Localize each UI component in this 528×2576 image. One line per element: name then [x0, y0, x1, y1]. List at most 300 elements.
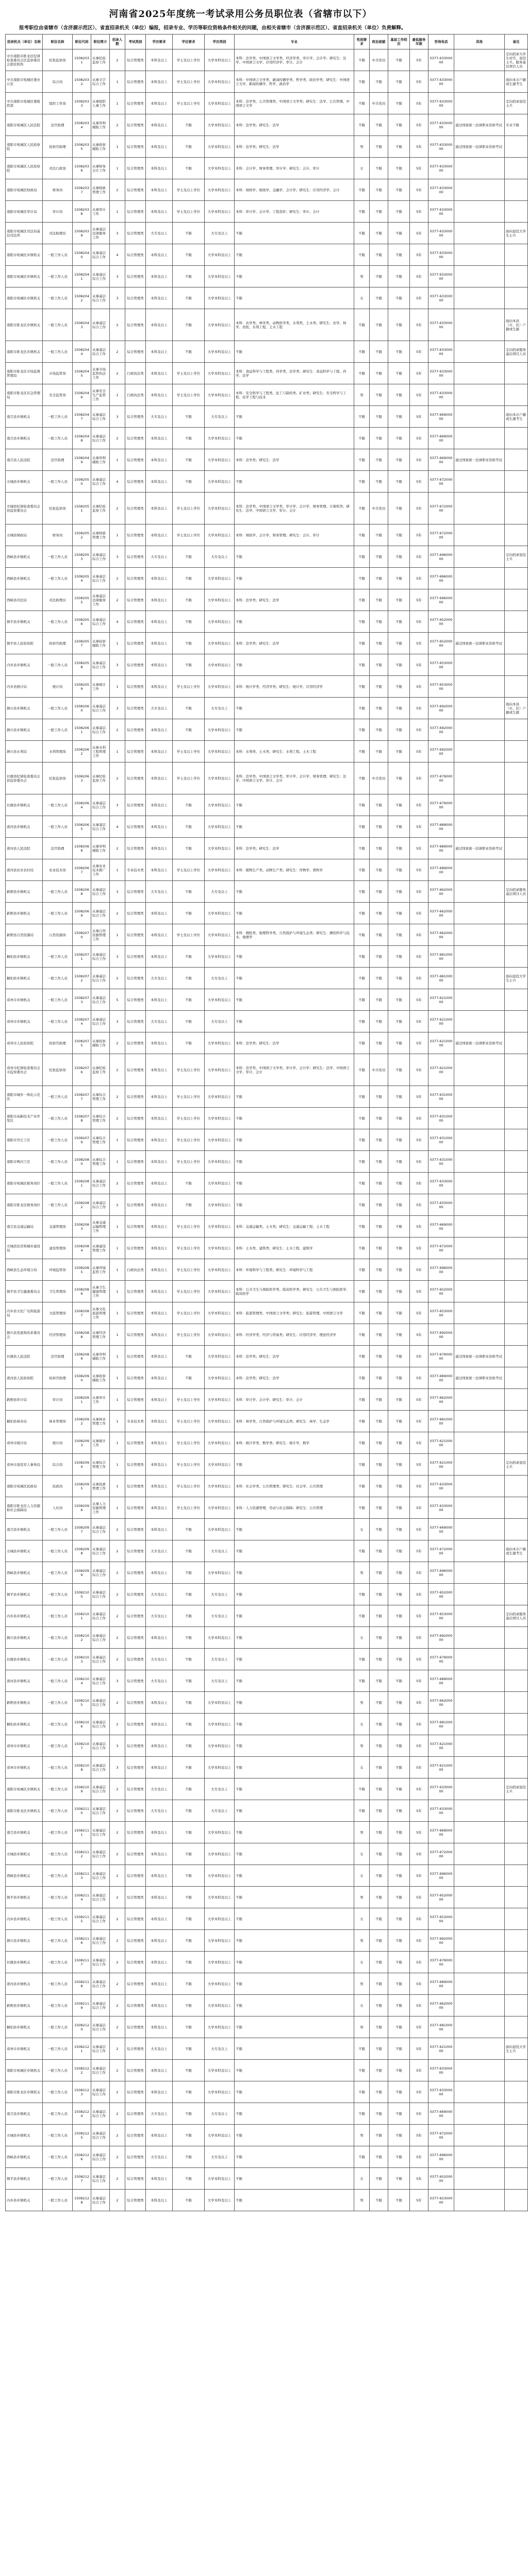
table-cell: 0377-68900000 — [428, 1670, 454, 1692]
table-cell: 大专及以上 — [146, 2103, 173, 2125]
table-cell: 0377-69200000 — [428, 1627, 454, 1649]
table-cell: 从事基层综合工作 — [91, 1714, 110, 1735]
table-cell — [505, 1995, 528, 2016]
table-cell — [454, 2016, 505, 2038]
table-cell: 一般工作人员 — [43, 309, 73, 341]
table-cell: 不限 — [388, 493, 410, 524]
table-cell — [505, 384, 528, 406]
table-cell: 0377-62100000 — [428, 1011, 454, 1032]
table-cell: 不限 — [354, 989, 370, 1011]
table-cell — [505, 1086, 528, 1108]
table-cell: 从事基层综合工作 — [91, 1865, 110, 1887]
table-cell: 综合管理类 — [125, 1540, 146, 1562]
table-cell: 学士及以上学位 — [173, 1151, 205, 1173]
table-cell — [454, 428, 505, 449]
table-cell: 学士及以上学位 — [173, 1259, 205, 1281]
table-cell: 从事基层综合工作 — [91, 244, 110, 266]
table-cell: 不限 — [370, 1476, 388, 1497]
table-cell: 一般工作人员 — [43, 989, 73, 1011]
table-cell: 不限 — [173, 1714, 205, 1735]
table-cell: 0377-63100000 — [428, 1108, 454, 1129]
table-cell: 不限 — [388, 676, 410, 698]
table-cell: 不限 — [354, 2146, 370, 2168]
table-cell: 不限 — [354, 1584, 370, 1605]
table-cell: 5年 — [410, 1086, 428, 1108]
table-cell: 不限 — [173, 406, 205, 428]
table-cell: 2 — [110, 762, 125, 794]
table-cell — [505, 1584, 528, 1605]
table-cell: 从事综合管理工作 — [91, 1454, 110, 1476]
table-cell: 从事综合管理工作 — [91, 1108, 110, 1129]
table-cell: 不限 — [354, 1649, 370, 1670]
table-cell: 不限 — [388, 989, 410, 1011]
table-cell: 不限 — [388, 1194, 410, 1216]
table-cell: 不限 — [370, 946, 388, 968]
table-cell — [505, 1497, 528, 1519]
table-cell: 从事基层综合工作 — [91, 1930, 110, 1952]
table-cell: 本科及以上 — [146, 1887, 173, 1908]
table-cell: 南召县乡镇机关 — [6, 1822, 43, 1843]
table-cell: 不限 — [173, 589, 205, 611]
table-cell: 南阳市城乡一体化示范区 — [6, 1086, 43, 1108]
table-cell: 桐柏县乡镇机关 — [6, 946, 43, 968]
table-cell: 综合管理类 — [125, 1584, 146, 1605]
table-cell: 综合管理类 — [125, 2125, 146, 2146]
table-cell: 本科及以上 — [146, 2016, 173, 2038]
table-cell: 1 — [110, 524, 125, 546]
table-cell: 学士及以上学位 — [173, 49, 205, 71]
table-cell: 统计岗 — [43, 1432, 73, 1454]
table-cell: 大学本科及以上 — [205, 1497, 235, 1519]
table-cell — [505, 2103, 528, 2125]
header-cell: 学历类别 — [205, 35, 235, 49]
table-cell: 中共党员 — [370, 93, 388, 114]
table-cell: 通过国家统一法律职业资格考试 — [454, 114, 505, 136]
table-cell: 不限 — [235, 1086, 354, 1108]
table-cell: 不限 — [370, 266, 388, 287]
table-cell: 学士及以上学位 — [173, 1389, 205, 1411]
table-cell: 大专及以上 — [205, 2038, 235, 2060]
table-cell: 不限 — [235, 546, 354, 568]
table-cell: 从事基层综合工作 — [91, 1908, 110, 1930]
table-cell: 南阳市宛城区乡镇机关 — [6, 1778, 43, 1800]
table-cell: 2 — [110, 114, 125, 136]
table-cell: 不限 — [388, 1497, 410, 1519]
table-cell: 不限 — [370, 406, 388, 428]
table-cell: 本科及以上 — [146, 924, 173, 946]
table-cell: 5年 — [410, 266, 428, 287]
table-cell: 5年 — [410, 201, 428, 223]
table-cell: 大学本科及以上 — [205, 1086, 235, 1108]
table-cell: 不限 — [235, 989, 354, 1011]
table-cell: 综合管理类 — [125, 2038, 146, 2060]
table-cell: 中共党员 — [370, 762, 388, 794]
table-cell: 学士及以上学位 — [173, 1454, 205, 1476]
table-cell: 从事基层综合工作 — [91, 2060, 110, 2081]
table-cell: 15082078 — [73, 1108, 91, 1129]
table-cell: 本科及以上 — [146, 1952, 173, 1973]
table-cell: 不限 — [388, 762, 410, 794]
table-row — [6, 93, 528, 114]
table-cell: 不限 — [235, 1670, 354, 1692]
table-cell — [454, 266, 505, 287]
table-cell: 从事基层综合工作 — [91, 1627, 110, 1649]
table-cell: 大学本科及以上 — [205, 2060, 235, 2081]
table-row — [6, 719, 528, 741]
table-cell: 不限 — [370, 924, 388, 946]
table-row — [6, 363, 528, 384]
table-cell: 不限 — [173, 946, 205, 968]
table-cell — [505, 1714, 528, 1735]
position-table — [5, 34, 528, 2211]
table-cell: 不限 — [388, 1454, 410, 1476]
table-cell: 不限 — [173, 1540, 205, 1562]
table-cell — [505, 611, 528, 633]
table-cell: 从事基层综合工作 — [91, 1562, 110, 1584]
table-row — [6, 1194, 528, 1216]
table-cell: 从事基层综合工作 — [91, 2103, 110, 2125]
table-cell: 本科及以上 — [146, 471, 173, 493]
table-cell: 从事基层综合工作 — [91, 881, 110, 903]
table-cell: 5年 — [410, 1302, 428, 1324]
table-cell: 西峡县乡镇机关 — [6, 1865, 43, 1887]
table-cell: 5年 — [410, 136, 428, 158]
table-cell: 不限 — [173, 1584, 205, 1605]
table-cell: 0377-67200000 — [428, 1238, 454, 1259]
table-cell: 新野县乡镇机关 — [6, 1692, 43, 1714]
table-cell: 本科：社会学类、公共管理类；研究生：社会学、公共管理 — [235, 1476, 354, 1497]
table-cell: 本科及以上 — [146, 1519, 173, 1540]
table-cell: 0377-65300000 — [428, 1605, 454, 1627]
table-cell: 15082084 — [73, 1238, 91, 1259]
table-cell: 15082057 — [73, 633, 91, 654]
table-cell: 南阳市高新技术产业开发区 — [6, 1108, 43, 1129]
table-cell: 一般工作人员 — [43, 2168, 73, 2190]
table-cell: 不限 — [388, 384, 410, 406]
table-cell: 一般工作人员 — [43, 1627, 73, 1649]
table-cell: 从事基层综合工作 — [91, 903, 110, 924]
table-cell: 本科及以上 — [146, 266, 173, 287]
table-cell: 不限 — [388, 719, 410, 741]
table-cell: 5年 — [410, 2038, 428, 2060]
table-cell: 不限 — [235, 816, 354, 838]
table-cell: 1 — [110, 201, 125, 223]
table-cell: 2 — [110, 1086, 125, 1108]
table-cell: 5年 — [410, 2146, 428, 2168]
table-cell: 面向本县（市、区）户籍或生源 — [505, 698, 528, 719]
table-cell: 综合管理类 — [125, 946, 146, 968]
table-cell: 大学本科及以上 — [205, 654, 235, 676]
table-cell: 大专及以上 — [146, 406, 173, 428]
table-header-row — [6, 35, 528, 49]
table-cell: 大学本科及以上 — [205, 1822, 235, 1843]
table-cell: 淅川县水利局 — [6, 741, 43, 762]
table-cell: 综合岗 — [43, 71, 73, 93]
table-cell: 0377-63300000 — [428, 287, 454, 309]
table-cell: 本科及以上 — [146, 1692, 173, 1714]
table-cell — [505, 1627, 528, 1649]
table-cell: 不限 — [370, 1302, 388, 1324]
table-cell: 通过国家统一法律职业资格考试 — [454, 1032, 505, 1054]
table-cell: 综合管理类 — [125, 924, 146, 946]
table-cell: 大专及以上 — [205, 406, 235, 428]
table-cell: 本科：公共卫生与预防医学类、临床医学类；研究生：公共卫生与预防医学、临床医学 — [235, 1281, 354, 1302]
table-cell: 司法助理员 — [43, 223, 73, 244]
table-cell: 大专及以上 — [205, 1670, 235, 1692]
table-cell: 4 — [110, 471, 125, 493]
table-cell: 大专及以上 — [205, 881, 235, 903]
table-cell: 不限 — [173, 838, 205, 859]
table-cell: 0377-63300000 — [428, 341, 454, 363]
table-cell: 综合管理类 — [125, 1389, 146, 1411]
table-cell: 行政执法类 — [125, 384, 146, 406]
table-cell: 不限 — [388, 1714, 410, 1735]
table-cell: 不限 — [235, 654, 354, 676]
table-cell: 淅川县发展和改革委员会 — [6, 1324, 43, 1346]
table-cell: 不限 — [235, 471, 354, 493]
table-cell: 不限 — [388, 838, 410, 859]
table-cell: 综合管理类 — [125, 1367, 146, 1389]
table-cell — [454, 1757, 505, 1778]
table-cell: 大学本科及以上 — [205, 1129, 235, 1151]
table-cell: 纪检监察岗 — [43, 49, 73, 71]
table-cell: 本科：法学类、公共管理类、中国语言文学类；研究生：法学、公共管理、中国语言文学 — [235, 93, 354, 114]
table-cell: 本科：法学类；研究生：法学 — [235, 114, 354, 136]
table-row — [6, 2103, 528, 2125]
table-cell: 一般工作人员 — [43, 2060, 73, 2081]
table-cell: 0377-63300000 — [428, 2081, 454, 2103]
table-cell: 3 — [110, 546, 125, 568]
table-cell: 本科及以上 — [146, 1757, 173, 1778]
table-cell: 女 — [354, 1519, 370, 1540]
table-cell: 5年 — [410, 1714, 428, 1735]
table-cell — [454, 903, 505, 924]
table-cell: 不限 — [388, 903, 410, 924]
table-row — [6, 1778, 528, 1800]
table-cell: 0377-67900000 — [428, 762, 454, 794]
table-cell: 本科及以上 — [146, 493, 173, 524]
table-cell: 综合管理类 — [125, 406, 146, 428]
table-cell: 一般工作人员 — [43, 1973, 73, 1995]
table-cell: 1 — [110, 136, 125, 158]
table-cell: 5年 — [410, 1194, 428, 1216]
table-cell: 不限 — [173, 1032, 205, 1054]
table-cell: 不限 — [235, 2038, 354, 2060]
table-cell: 2 — [110, 363, 125, 384]
table-cell — [454, 654, 505, 676]
table-cell: 本科：法学类；研究生：法学 — [235, 136, 354, 158]
table-cell: 南阳市宛城区民政局 — [6, 1476, 43, 1497]
table-cell: 大学本科及以上 — [205, 1714, 235, 1735]
table-cell: 不限 — [370, 1908, 388, 1930]
table-cell: 从事基层综合工作 — [91, 546, 110, 568]
table-cell — [454, 179, 505, 201]
table-cell: 5年 — [410, 2125, 428, 2146]
table-cell: 从事文字综合工作 — [91, 71, 110, 93]
table-cell: 0377-63300000 — [428, 266, 454, 287]
table-cell: 从事财务会计工作 — [91, 158, 110, 179]
table-cell: 综合管理类 — [125, 266, 146, 287]
table-cell: 不限 — [173, 223, 205, 244]
table-cell: 一般工作人员 — [43, 244, 73, 266]
table-cell: 不限 — [388, 1887, 410, 1908]
table-cell: 大专及以上 — [146, 1011, 173, 1032]
table-cell: 不限 — [370, 1584, 388, 1605]
table-cell: 0377-69600000 — [428, 568, 454, 589]
table-cell: 5年 — [410, 1346, 428, 1367]
table-cell — [454, 158, 505, 179]
table-cell: 唐河县农业农村局 — [6, 859, 43, 881]
table-cell: 0377-66200000 — [428, 1692, 454, 1714]
table-cell: 0377-63300000 — [428, 223, 454, 244]
table-cell: 0377-63300000 — [428, 1778, 454, 1800]
table-cell: 镇平县人民检察院 — [6, 633, 43, 654]
table-cell: 不限 — [235, 1800, 354, 1822]
table-cell: 财务岗 — [43, 179, 73, 201]
table-cell: 1 — [110, 1151, 125, 1173]
table-cell: 本科及以上 — [146, 2190, 173, 2211]
table-cell: 不限 — [370, 2146, 388, 2168]
table-cell: 15082066 — [73, 838, 91, 859]
table-cell: 1 — [110, 676, 125, 698]
table-cell: 5年 — [410, 71, 428, 93]
table-row — [6, 1367, 528, 1389]
table-cell: 大学本科及以上 — [205, 1454, 235, 1476]
table-cell: 15082053 — [73, 546, 91, 568]
table-cell: 15082086 — [73, 1281, 91, 1302]
table-cell — [454, 2060, 505, 2081]
table-row — [6, 384, 528, 406]
table-cell: 不限 — [354, 1800, 370, 1822]
table-cell — [505, 524, 528, 546]
table-cell: 15082081 — [73, 1173, 91, 1194]
table-cell: 5年 — [410, 924, 428, 946]
table-cell: 大专及以上 — [205, 1584, 235, 1605]
table-cell: 大专及以上 — [205, 546, 235, 568]
table-row — [6, 1389, 528, 1411]
table-cell: 不限 — [370, 2081, 388, 2103]
table-cell — [454, 676, 505, 698]
table-cell: 不限 — [173, 568, 205, 589]
table-cell: 大专及以上 — [205, 1800, 235, 1822]
table-cell: 不限 — [354, 859, 370, 881]
table-cell: 不限 — [354, 179, 370, 201]
table-cell: 0377-68900000 — [428, 816, 454, 838]
table-cell: 1 — [110, 1259, 125, 1281]
table-row — [6, 223, 528, 244]
table-cell: 不限 — [235, 266, 354, 287]
table-cell: 0377-63300000 — [428, 309, 454, 341]
table-cell: 不限 — [370, 1324, 388, 1346]
table-cell: 大学本科及以上 — [205, 989, 235, 1011]
header-cell: 专业 — [235, 35, 354, 49]
table-cell: 5年 — [410, 589, 428, 611]
table-row — [6, 1129, 528, 1151]
table-cell: 15082099 — [73, 1562, 91, 1584]
table-cell: 邓州市乡镇机关 — [6, 989, 43, 1011]
table-row — [6, 1952, 528, 1973]
table-cell — [505, 136, 528, 158]
table-cell: 不限 — [235, 1584, 354, 1605]
table-cell — [454, 1930, 505, 1952]
table-cell: 0377-63300000 — [428, 1800, 454, 1822]
table-cell: 大学本科及以上 — [205, 762, 235, 794]
table-cell: 2 — [110, 1930, 125, 1952]
table-cell: 15082096 — [73, 1497, 91, 1519]
table-cell: 不限 — [173, 1627, 205, 1649]
table-cell: 不限 — [173, 1692, 205, 1714]
table-cell: 不限 — [388, 1627, 410, 1649]
table-cell: 不限 — [173, 158, 205, 179]
table-cell — [505, 1367, 528, 1389]
table-cell: 淅川县乡镇机关 — [6, 719, 43, 741]
table-row — [6, 1908, 528, 1930]
table-cell: 不限 — [388, 1800, 410, 1822]
table-cell: 15082041 — [73, 266, 91, 287]
table-cell — [505, 1822, 528, 1843]
table-cell: 1 — [110, 1432, 125, 1454]
table-cell: 从事审判辅助工作 — [91, 1346, 110, 1367]
table-cell — [454, 568, 505, 589]
table-cell: 一般工作人员 — [43, 1757, 73, 1778]
table-cell: 15082108 — [73, 1757, 91, 1778]
table-cell — [505, 493, 528, 524]
table-cell: 2 — [110, 179, 125, 201]
table-cell: 5年 — [410, 93, 428, 114]
table-cell: 大学本科及以上 — [205, 93, 235, 114]
table-cell: 统计岗 — [43, 676, 73, 698]
table-cell — [454, 881, 505, 903]
table-cell: 0377-63300000 — [428, 158, 454, 179]
table-cell: 不限 — [388, 1238, 410, 1259]
table-cell: 唐河县乡镇机关 — [6, 816, 43, 838]
table-cell: 综合管理类 — [125, 449, 146, 471]
table-cell: 15082100 — [73, 1584, 91, 1605]
table-cell — [454, 1843, 505, 1865]
table-cell: 本科：法学类、中国语言文学类、审计学、会计学；研究生：法学、中国语言文学、审计、会计 — [235, 1054, 354, 1086]
table-cell: 不限 — [173, 968, 205, 989]
table-cell: 男 — [354, 1562, 370, 1584]
table-cell: 0377-67900000 — [428, 1346, 454, 1367]
table-row — [6, 1497, 528, 1519]
table-cell: 不限 — [388, 859, 410, 881]
table-cell: 不限 — [235, 719, 354, 741]
table-cell: 0377-68100000 — [428, 946, 454, 968]
table-cell: 0377-63300000 — [428, 244, 454, 266]
table-cell: 不限 — [388, 309, 410, 341]
table-cell: 面向退役大学生士兵 — [505, 968, 528, 989]
table-cell: 从事基层综合工作 — [91, 698, 110, 719]
table-cell: 1 — [110, 93, 125, 114]
table-cell: 0377-69600000 — [428, 1562, 454, 1584]
table-row — [6, 1692, 528, 1714]
table-row — [6, 2190, 528, 2211]
table-cell: 综合管理类 — [125, 1346, 146, 1367]
table-cell: 大学本科及以上 — [205, 946, 235, 968]
table-cell: 不限 — [235, 2168, 354, 2190]
table-cell — [454, 1519, 505, 1540]
table-cell: 15082056 — [73, 611, 91, 633]
table-cell: 邓州市人民检察院 — [6, 1032, 43, 1054]
table-cell: 一般工作人员 — [43, 2103, 73, 2125]
table-cell: 大学本科及以上 — [205, 1324, 235, 1346]
table-cell: 15082037 — [73, 179, 91, 201]
table-cell: 不限 — [388, 1476, 410, 1497]
table-cell: 15082062 — [73, 741, 91, 762]
table-cell: 学士及以上学位 — [173, 1302, 205, 1324]
table-cell: 2 — [110, 1887, 125, 1908]
table-cell: 水利管理岗 — [43, 741, 73, 762]
